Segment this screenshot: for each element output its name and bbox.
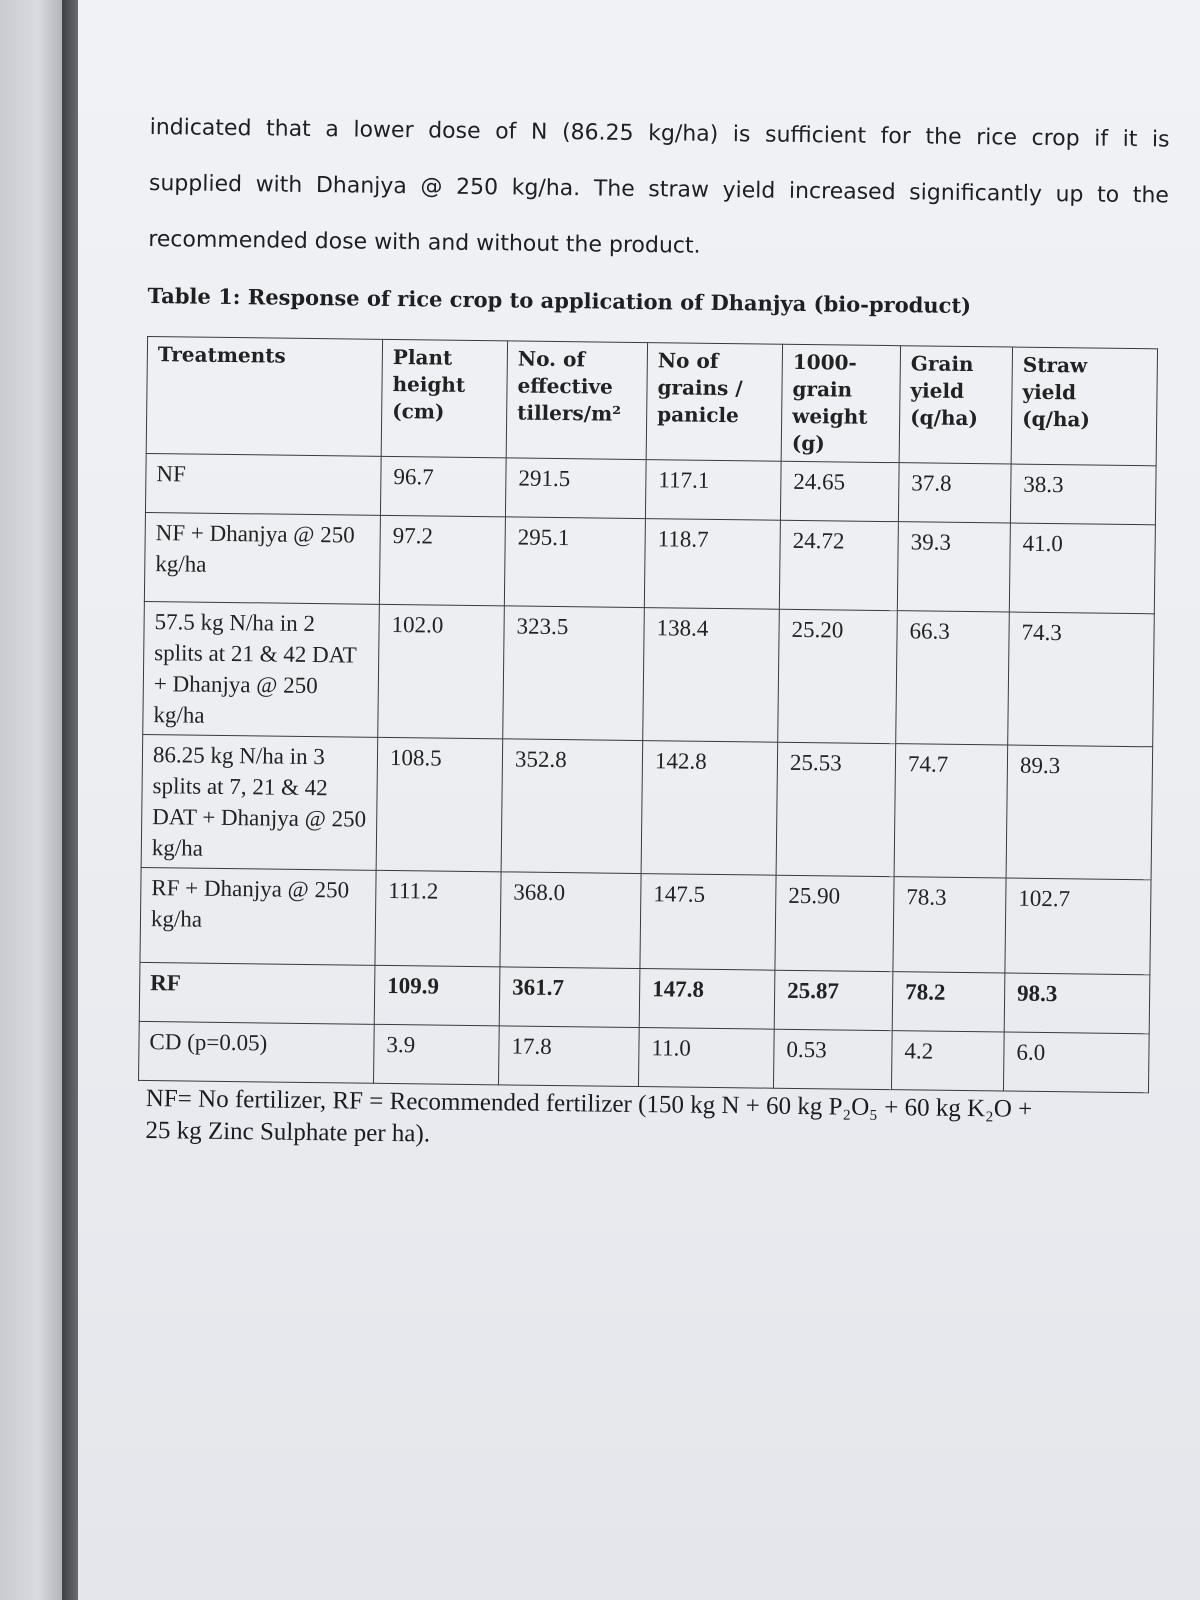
value-cell: 142.8	[641, 741, 778, 876]
treatment-cell: RF	[139, 962, 375, 1024]
header-cell: Plant height (cm)	[381, 339, 507, 458]
value-cell: 11.0	[638, 1028, 774, 1089]
value-cell: 78.3	[893, 877, 1006, 973]
value-cell: 361.7	[499, 967, 640, 1028]
value-cell: 111.2	[375, 870, 501, 967]
value-cell: 17.8	[498, 1026, 639, 1087]
value-cell: 118.7	[644, 519, 780, 610]
value-cell: 138.4	[643, 608, 780, 743]
value-cell: 109.9	[374, 965, 500, 1026]
value-cell: 102.7	[1005, 878, 1151, 975]
value-cell: 25.53	[776, 742, 896, 876]
value-cell: 66.3	[896, 611, 1010, 745]
value-cell: 25.90	[775, 875, 894, 971]
header-cell: Straw yield (q/ha)	[1011, 347, 1157, 466]
adjacent-page-edge	[0, 0, 62, 1600]
value-cell: 97.2	[379, 515, 505, 606]
treatment-cell: RF + Dhanjya @ 250 kg/ha	[140, 867, 376, 965]
value-cell: 4.2	[891, 1031, 1004, 1091]
document-page	[78, 0, 1200, 1600]
treatment-cell: 57.5 kg N/ha in 2 splits at 21 & 42 DAT + Dhanjya @ 250 kg/ha	[143, 601, 380, 737]
value-cell: 39.3	[897, 522, 1010, 612]
value-cell: 78.2	[892, 972, 1005, 1032]
binding-shadow	[62, 0, 78, 1600]
header-cell: Grain yield (q/ha)	[899, 346, 1012, 464]
treatment-cell: CD (p=0.05)	[139, 1021, 375, 1083]
value-cell: 74.7	[894, 744, 1008, 878]
table-header-row	[146, 336, 1157, 465]
page-content	[137, 100, 1170, 1159]
table-row	[139, 1021, 1150, 1092]
table-row	[143, 601, 1155, 746]
value-cell: 24.65	[780, 461, 899, 521]
response-table	[138, 336, 1158, 1093]
value-cell: 108.5	[376, 737, 503, 872]
value-cell: 102.0	[378, 604, 505, 739]
table-row	[141, 734, 1153, 879]
paragraph-line: indicated that a lower dose of N (86.25 kg/ha) is sufficient for the rice crop if it is	[149, 114, 1170, 153]
value-cell: 368.0	[500, 872, 641, 969]
value-cell: 89.3	[1006, 745, 1153, 880]
table-row	[144, 512, 1155, 613]
table-row	[140, 867, 1151, 974]
footnote-line: NF= No fertilizer, RF = Recommended fertilizer (150 kg N + 60 kg P₂O₅ + 60 kg K₂O +	[145, 1085, 1033, 1123]
value-cell: 291.5	[505, 458, 646, 519]
value-cell: 74.3	[1008, 612, 1155, 747]
paragraph-line: recommended dose with and without the product.	[148, 226, 701, 259]
table-footnote	[145, 1083, 1158, 1159]
value-cell: 0.53	[773, 1029, 892, 1089]
value-cell: 352.8	[501, 739, 643, 874]
header-cell: No of grains / panicle	[646, 343, 782, 462]
header-cell: 1000-grain weight (g)	[781, 344, 900, 462]
value-cell: 24.72	[779, 520, 898, 610]
value-cell: 96.7	[380, 456, 506, 517]
treatment-cell: NF	[145, 453, 381, 515]
value-cell: 3.9	[374, 1024, 500, 1085]
value-cell: 25.20	[778, 609, 898, 743]
header-cell: No. of effective tillers/m²	[506, 341, 647, 460]
value-cell: 37.8	[898, 463, 1011, 523]
treatment-cell: NF + Dhanjya @ 250 kg/ha	[144, 512, 380, 604]
paragraph-line: supplied with Dhanjya @ 250 kg/ha. The straw yield increased significantly up to the	[148, 170, 1170, 209]
value-cell: 25.87	[774, 970, 893, 1030]
value-cell: 6.0	[1003, 1032, 1149, 1093]
value-cell: 41.0	[1009, 523, 1155, 614]
body-paragraph	[148, 100, 1170, 280]
value-cell: 38.3	[1010, 464, 1156, 525]
table-title: Table 1: Response of rice crop to application of Dhanjya (bio-product)	[147, 282, 972, 319]
value-cell: 117.1	[645, 460, 781, 521]
footnote-line: 25 kg Zinc Sulphate per ha).	[145, 1117, 431, 1148]
value-cell: 147.5	[640, 874, 776, 971]
value-cell: 323.5	[503, 606, 645, 741]
treatment-cell: 86.25 kg N/ha in 3 splits at 7, 21 & 42 DAT + Dhanjya @ 250 kg/ha	[141, 734, 378, 870]
header-cell: Treatments	[146, 336, 382, 456]
value-cell: 147.8	[639, 969, 775, 1030]
value-cell: 295.1	[504, 517, 645, 608]
value-cell: 98.3	[1004, 973, 1150, 1034]
